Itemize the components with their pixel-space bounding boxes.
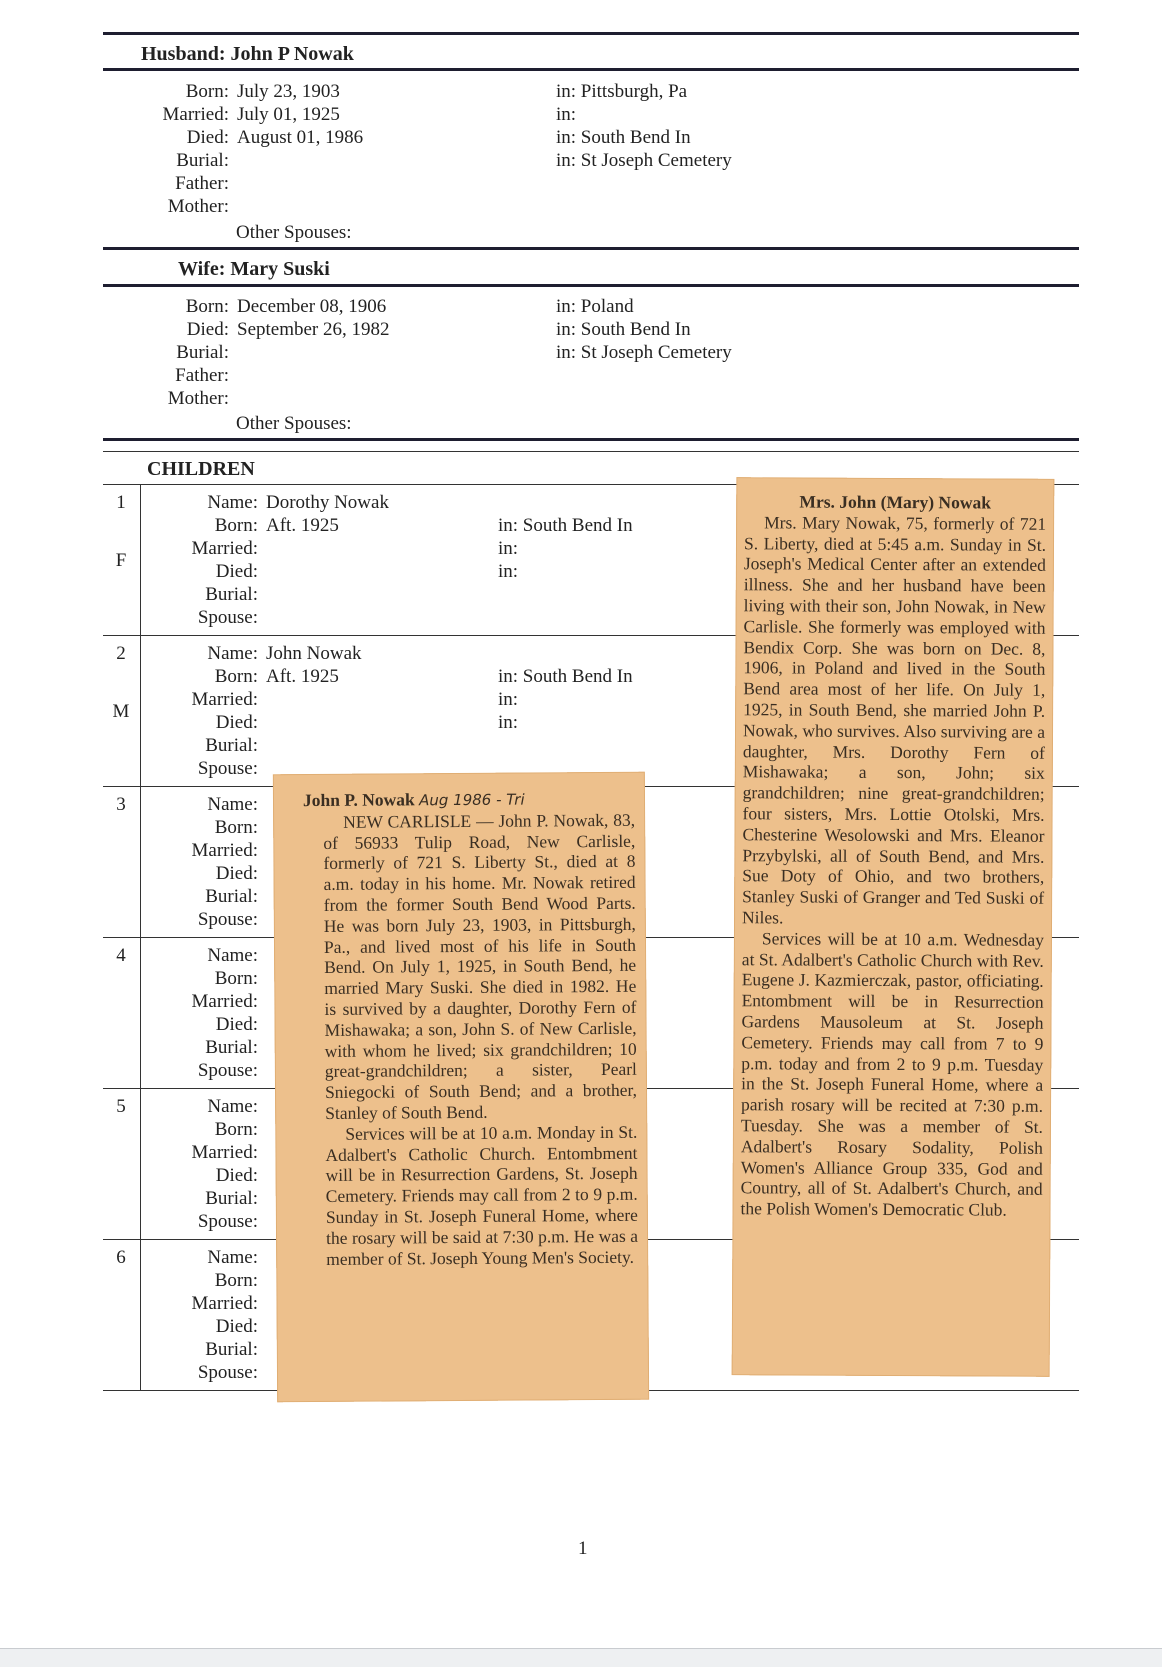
husband-died-value: August 01, 1986 [237,127,364,148]
wife-burial-label: Burial: [176,342,229,363]
child-died-location: in: [498,712,519,733]
child-married-label: Married: [191,991,258,1012]
child-married-label: Married: [191,840,258,861]
child-number: 3 [116,794,126,815]
child-born-label: Born: [214,817,258,838]
child-born-label: Born: [214,515,258,536]
wife-died-label: Died: [186,319,229,340]
child-spouse-label: Spouse: [197,607,258,628]
husband-died-location: in: South Bend In [556,127,691,148]
wife-mother-label: Mother: [167,388,229,409]
child-died-label: Died: [215,863,258,884]
scan-bottom-edge [0,1648,1162,1667]
obituary-mary-headline: Mrs. John (Mary) Nowak [799,491,992,513]
child-burial-label: Burial: [205,735,258,756]
child-married-label: Married: [191,538,258,559]
child-name-label: Name: [207,794,258,815]
child-name-label: Name: [207,945,258,966]
child-died-location: in: [498,561,519,582]
child-sex: F [115,550,127,571]
wife-born-label: Born: [185,296,229,317]
child-name-label: Name: [207,492,258,513]
child-number: 2 [116,643,126,664]
child-married-label: Married: [191,1293,258,1314]
child-married-location: in: [498,689,519,710]
child-born-value: Aft. 1925 [266,515,339,536]
child-born-label: Born: [214,1270,258,1291]
obituary-mary-paragraph: Services will be at 10 a.m. Wednesday at St. Adalbert's Catholic Church with Rev. Eugene J. Kazmierczak, pastor, officiating. Entombment will be in Resurrection Gardens Mausoleum at St. Joseph Cemetery. Friends may call from 7 to 9 p.m. today and from 2 to 9 p.m. Tuesday in the St. Joseph Funeral Home, where a parish rosary will be recited at 7:30 p.m. Tuesday. She was a member of St. Adalbert's Rosary Sodality, Polish Women's Alliance Group 335, God and Country, all of St. Adalbert's Church, and the Polish Women's Democratic Club. [740,928,1044,1220]
husband-born-location: in: Pittsburgh, Pa [556,81,688,102]
handwritten-date-note: Aug 1986 - Tri [418,790,525,810]
child-name-value: John Nowak [266,643,362,664]
wife-bottom-rule [103,438,1079,441]
wife-header: Wife: Mary Suski [178,258,330,280]
child-died-label: Died: [215,561,258,582]
child-burial-label: Burial: [205,584,258,605]
husband-burial-location: in: St Joseph Cemetery [556,150,732,171]
husband-born-value: July 23, 1903 [237,81,340,102]
wife-header-rule [103,284,1079,287]
husband-header-rule [103,68,1079,71]
husband-born-label: Born: [185,81,229,102]
child-number: 4 [116,945,126,966]
child-spouse-label: Spouse: [197,1060,258,1081]
child-spouse-label: Spouse: [197,909,258,930]
husband-other-spouses: Other Spouses: [236,222,352,243]
child-died-label: Died: [215,1316,258,1337]
husband-mother-label: Mother: [167,196,229,217]
husband-burial-label: Burial: [176,150,229,171]
wife-top-rule [103,247,1079,250]
child-born-location: in: South Bend In [498,515,633,536]
obituary-clipping-john [273,772,649,1403]
child-number: 1 [116,492,126,513]
children-top-rule [103,451,1079,452]
child-married-location: in: [498,538,519,559]
husband-father-label: Father: [175,173,229,194]
child-spouse-label: Spouse: [197,1211,258,1232]
child-married-label: Married: [191,689,258,710]
child-number: 6 [116,1247,126,1268]
obituary-john-paragraph: Services will be at 10 a.m. Monday in St. Adalbert's Catholic Church. Entombment will be in Resurrection Gardens, St. Joseph Cemetery. Friends may call from 2 to 9 p.m. Sunday in St. Joseph Funeral Home, where the rosary will be said at 7:30 p.m. He was a member of St. Joseph Young Men's Society. [325,1121,639,1269]
child-died-label: Died: [215,712,258,733]
children-header: CHILDREN [147,458,255,480]
child-died-label: Died: [215,1014,258,1035]
child-burial-label: Burial: [205,886,258,907]
wife-father-label: Father: [175,365,229,386]
wife-died-value: September 26, 1982 [237,319,390,340]
wife-born-location: in: Poland [556,296,634,317]
child-spouse-label: Spouse: [197,758,258,779]
child-number: 5 [116,1096,126,1117]
child-name-label: Name: [207,1247,258,1268]
child-born-label: Born: [214,666,258,687]
child-spouse-label: Spouse: [197,1362,258,1383]
child-married-label: Married: [191,1142,258,1163]
child-sex: M [112,701,130,722]
wife-other-spouses: Other Spouses: [236,413,352,434]
page-number: 1 [578,1538,588,1559]
child-name-label: Name: [207,1096,258,1117]
obituary-clipping-mary [732,477,1055,1377]
child-name-value: Dorothy Nowak [266,492,389,513]
wife-born-value: December 08, 1906 [237,296,387,317]
child-born-location: in: South Bend In [498,666,633,687]
wife-burial-location: in: St Joseph Cemetery [556,342,732,363]
husband-married-label: Married: [162,104,229,125]
child-burial-label: Burial: [205,1339,258,1360]
obituary-john-headline: John P. Nowak [302,789,415,811]
child-burial-label: Burial: [205,1037,258,1058]
child-died-label: Died: [215,1165,258,1186]
child-name-label: Name: [207,643,258,664]
husband-married-location: in: [556,104,577,125]
obituary-mary-paragraph: Mrs. Mary Nowak, 75, formerly of 721 S. Liberty, died at 5:45 a.m. Sunday in St. Joseph's Medical Center after an extended illness. She and her husband have been living with their son, John Nowak, in New Carlisle. She formerly was employed with Bendix Corp. She was born on Dec. 8, 1906, in Poland and lived in the South Bend area most of her life. On July 1, 1925, in South Bend, she married John P. Nowak, who survives. Also surviving are a daughter, Mrs. Dorothy Fern of Mishawaka; a son, John; six grandchildren; nine great-grandchildren; four sisters, Mrs. Lottie Otolski, Mrs. Chesterine Wesolowski and Mrs. Eleanor Przybylski, all of South Bend, and Mrs. Sue Doty of Ohio, and two brothers, Stanley Suski of Granger and Ted Suski of Niles. [741,512,1047,928]
child-born-label: Born: [214,968,258,989]
child-born-label: Born: [214,1119,258,1140]
child-born-value: Aft. 1925 [266,666,339,687]
husband-top-rule [103,32,1079,35]
child-burial-label: Burial: [205,1188,258,1209]
wife-died-location: in: South Bend In [556,319,691,340]
husband-header: Husband: John P Nowak [141,43,354,65]
husband-married-value: July 01, 1925 [237,104,340,125]
husband-died-label: Died: [186,127,229,148]
obituary-john-paragraph: NEW CARLISLE — John P. Nowak, 83, of 56933 Tulip Road, New Carlisle, formerly of 721 S. Liberty St., died at 8 a.m. today in his home. Mr. Nowak retired from the former South Bend Wood Parts. He was born July 23, 1903, in Pittsburgh, Pa., and lived most of his life in South Bend. On July 1, 1925, in South Bend, he married Mary Suski. She died in 1982. He is survived by a daughter, Dorothy Fern of Mishawaka; a son, John S. of New Carlisle, with whom he lived; six grandchildren; 10 great-grandchildren; a sister, Pearl Sniegocki of South Bend; and a brother, Stanley of South Bend. [323,809,638,1123]
